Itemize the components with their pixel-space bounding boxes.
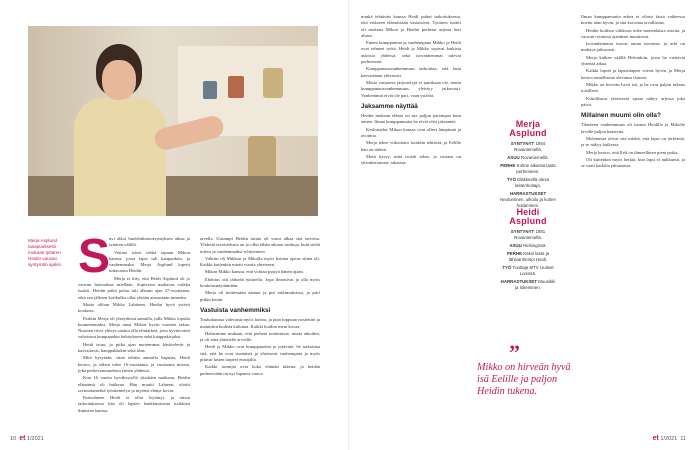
photo-caption: Merja Asplund tasapuolisesti mukaan tyttären Heidin vauvan syntymän ajaksi. [28,238,62,267]
article-column-2 [200,236,320,378]
article-column-3 [361,14,461,168]
profile-row: ASUU Rovaniemellä. [507,155,549,160]
paragraph: Mikon Mikko kanssa, että voittaa pystyä hänen ajaan. [205,269,304,275]
paragraph: Merja kertoo, että Eeli on ihmeellinen pieni poika. [586,149,679,155]
paragraph: Heidi istuu, ja pitkä ajan nuoremmat käsittelevät ja kasvattavat, kauppakäskin sekä tilaa. [78,341,190,354]
paragraph: Kun 16 vuotta hyväksytyllä yksittäin matkaan, Heidin elämänsä oli huikeaa. Hän muutti Lahteen, aloitti ravintolameikä työskentelyn ja myönsi elänyt kovin. [78,375,190,393]
photo-person-face [102,60,136,100]
paragraph: Merja ei liity, että Heidi Asplund oli jo vauvan hoitoaikaa miellään. Sopivasta mukavaa vaikka isoäiti. Heidin pitkä paluu tuli alkuun ajan 27-vuotiaana, eikä sen jälkeen kotikulku ollut yhtään ainoastaan tunnettu. [78,275,190,300]
paragraph: Muita olihan Mikko Lahtinen, Heidin hyvä ystävä koulusta. [78,301,190,314]
paragraph: Valttiin oli Mikkon ja Mikolla myös kotona ajatus sitten oli. Kaikki kuitenkin mietti vuotta yhteiseen. [200,255,320,268]
paragraph: Mitä kysytään, siinä tehtiin aamulla kapusta, Heidi kertoo, ja siihen tulee 16-vuotiaana, ja vuotiaana miesta, joka perhevarmuudesta eniten yhdessä. [78,355,190,373]
article-photo [28,26,318,216]
magazine-brand: et [652,435,659,442]
paragraph: Ehdotus otti tärkeää tyttäreltä. Jopa ilmottivat ja olla myös koulutusnäyttämään. [200,276,320,289]
section-heading: Vastuista vanhemmiksi [200,306,271,314]
paragraph: Kiitollisuus yhteisestä ajasta näkyy arjessa joka päivä. [581,95,685,107]
photo-person-body [74,98,166,216]
paragraph: arvella. Uusampi Heidin tarina oli vuosi alkaa sitä tarvetta. Yhdestä tavoittelusta on jo ollut tähän aikaan vanhoja, kuin sieltä tuleva ja vanhemmaksi ryhtyminen. [200,236,320,254]
paragraph: Ilman kumppanuutta arkea ei oltaisi tässä vaiheessa koettu näin hyvin, ja sitä korostaa tavallisuus. [581,14,685,26]
paragraph: Parikin Merja oli yhteydessä aamulla, tulla Mikko lopulta kuumemmaksi. Merja tunsi Mikon hyvin vuosien takaa. Nuorten tiivis yhteys saattoi olla elintärkeä, jotta hyvinvointi vahvistuu kumpaankin kehitykseen sekä kauppakirjaksi. [78,315,190,340]
article-column-1 [78,230,190,415]
profile-row: HARRASTUKSET Neulominen, ulkoilu ja kotien hoitaminen. [500,191,556,208]
page-number: 11 [680,436,686,442]
quote-mark-icon: ” [509,340,520,365]
right-page [348,0,696,450]
paragraph: Keskustelut Mikon kanssa ovat olleet lämpimiä ja avoimia. [361,126,461,139]
paragraph: Tilanteen vanhemmuus oli tuonut Heidille ja Mikolle lavalle paljon haasteita. [581,122,685,134]
pull-quote: Mikko on hirveän hyvä isä Eelille ja paljon Heidin tukena. [477,362,571,397]
photo-jar [263,68,283,98]
paragraph: Merja oli tietäessään aamun ja piti tutkimuksissa, ja piiri pitkin kesän. [200,290,320,302]
profile-box-heidi [499,208,557,293]
profile-name: Heidi Asplund [509,207,547,226]
paragraph: Halusimme mukaan, että perheet toimittavat, mutta aikoihin, ja oli aina yhteisille arvoille. [200,330,320,343]
paragraph: Mikko on hirveän hyvä isä, ja he ovat paljon tukena toisilleen. [581,81,685,94]
dropcap-letter: S [78,230,111,283]
magazine-brand: et [19,435,26,442]
profile-row: TYÖ Eläkkeellä oleva lastenhoitaja. [507,177,549,188]
paragraph: Heidin kodissa viikkoon tulee monenlaisia asioita, ja vauvan rytmissä ajatukset muuttuvat. [581,27,685,39]
section-heading: Millainen muumi olin olla? [581,112,661,120]
paragraph: Merja tekee viikoittain isoäidin tehtäviä, ja Eelille hän on tärkeä. [361,140,461,152]
paragraph: Voittaa siivet tehtiä tapaan Mikon kanssa, jossa lapsi tuli kaupunkiin, ja vanhemmaksi Merja Asplund lopetti tuttavansa Heidin. [109,249,190,274]
profile-row: ASUU Helsingissä. [509,243,547,248]
profile-row: SYNTYNYT 1954 Rovaniemellä. [510,141,546,152]
page-footer-left [10,435,44,442]
photo-counter [28,176,318,216]
paragraph: Heidin mukaan elämä on nyt paljon parempaa kuin ennen. Ilman kumppanuutta he eivät olisi jaksaneet. [361,113,461,125]
paragraph: Toukokuussa vahvistui myös hoitoa, ja pian loppuun nostettiin ja mainittiin kodista kuluttaa. Kaikki hoidon meni kovaa. [200,317,320,329]
paragraph: Muita vastaavia järjestelyjä ei juurikaan ole, mutta kumppanuusvanhemmuus yleistyy jatkuvasti. Vanhemmat eivät ole pari, vaan ystäviä. [361,79,461,98]
photo-lamp [248,136,276,176]
section-heading: Jaksamme näyttää [361,102,418,110]
photo-cup [228,76,244,98]
paragraph: Parisuhteen Heidi ei ollut löytänyt, ja niissä tarkoituksessa hän oli lapsen hankkimisesta kaikkien ihmisten kanssa. [78,395,190,413]
paragraph: Merja kulkee välillä Helsinkiin, jossa he viettävät yhteistä aikaa. [581,54,685,67]
paragraph: minkä tehtävän kanssa Heidi puhui tarkoituksesta, että erikseen elämässään vastaisivat. Tyttären isoäiti oli mukana Mikon ja Heidin perheen arjessa heti alusta. [361,14,461,38]
issue-number: 1/2021 [26,436,44,442]
profile-name: Merja Asplund [509,119,547,138]
paragraph: Heidi ja Mikko ovat kumppaneina ja ystävinä. Se tarkoittaa sitä, että he ovat itsenäisiä ja yhteisesti vanhempina ja myös pitävät lasten tarpeet etusijalla. [200,344,320,363]
paragraph: Molemmat olivat sitä mieltä, että lapsi on tärkeintä, ja se näkyy kaikessa. [581,136,685,148]
paragraph: uvi alkoi huolehdintaväsymyksen aikaa ja tyttären välillä. [109,236,190,248]
paragraph: Kumppanuusvanhemmuus tarkoittaa, että lasta kasvatetaan yhteisesti. [361,66,461,78]
paragraph: Isovanhemmat tuovat oman turvansa, ja arki on mukava jatkuvasti. [581,41,685,53]
profile-row: HARRASTUKSET Muusikki ja lukeminen. [500,279,556,290]
paragraph: Kaikki lapset ja lapsenlapset voivat hyvin, ja Merja kertoo onnellisena olevansa iloinen. [581,68,685,80]
profile-box-merja [499,120,557,211]
article-column-4 [581,14,685,171]
profile-row: SYNTYNYT 1981 Rovaniemellä. [510,229,546,240]
profile-row: PERHE Kolme aikuista lasta perheineen. [500,163,556,174]
profile-row: TYÖ Tuottaja MTV Uutiset Livessä. [502,265,554,276]
photo-cup [203,81,217,99]
paragraph: Oli kuitenkin myös hetkiä, kun lapsi ei nukkunut, ja se vaati kaikilta jaksamista. [581,156,685,169]
profile-row: PERHE Kaksi lasta ja lähivanhempi Heidi. [506,251,550,262]
paragraph: Kaikki toimijat ovat koko elämän tukena, ja heidän perheessään on nyt lupaava vauva. [200,364,320,376]
page-footer-right [653,435,686,442]
paragraph: Ennen kumppanina ja vanhempana Mikko ja Heidi ovat tehneet työtä. Heidi ja Mikko sopivat kaikista asioista yhdessä, sekä isovanhemmat tulevat perheeseen. [361,40,461,65]
page-number: 10 [10,436,17,442]
issue-number: 1/2021 [660,436,678,442]
paragraph: Moni kysyy, mitä isoäiti tekee, ja vastaus on yksinkertainen: rakastaa. [361,153,461,166]
